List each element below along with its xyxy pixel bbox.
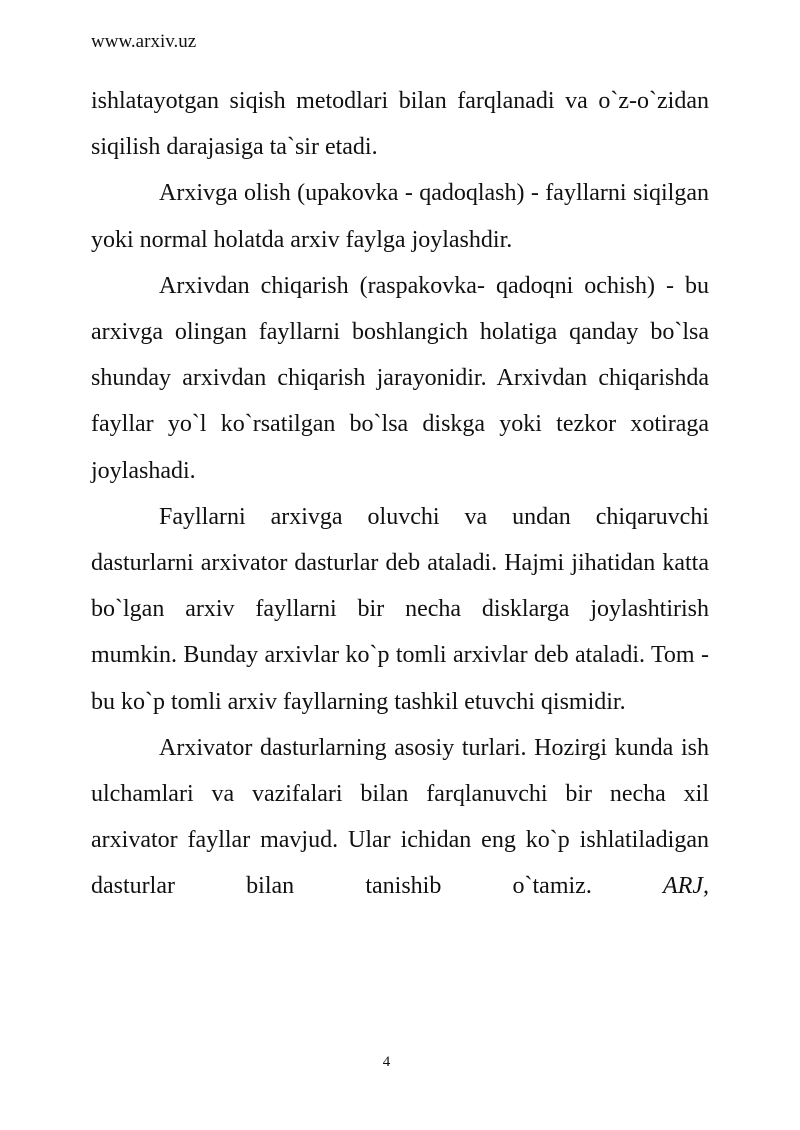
paragraph-5-text: Arxivator dasturlarning asosiy turlari. Hozirgi kunda ish ulchamlari va vazifalari bilan farqlanuvchi bir necha xil arxivator fayllar mavjud. Ular ichidan eng ko`p ishlatiladigan dasturlar bilan tanishib o`tamiz. <box>91 734 709 900</box>
site-header: www.arxiv.uz <box>91 31 197 52</box>
document-body <box>91 78 709 910</box>
paragraph-1: ishlatayotgan siqish metodlari bilan farqlanadi va o`z-o`zidan siqilish darajasiga ta`sir etadi. <box>91 88 709 161</box>
paragraph-3: Arxivdan chiqarish (raspakovka- qadoqni ochish) - bu arxivga olingan fayllarni boshlangich holatiga qanday bo`lsa shunday arxivdan chiqarish jarayonidir. Arxivdan chiqarishda fayllar yo`l ko`rsatilgan bo`lsa diskga yoki tezkor xotiraga joylashadi. <box>91 272 709 484</box>
paragraph-4: Fayllarni arxivga oluvchi va undan chiqaruvchi dasturlarni arxivator dasturlar deb ataladi. Hajmi jihatidan katta bo`lgan arxiv fayllarni bir necha disklarga joylashtirish mumkin. Bunday arxivlar ko`p tomli arxivlar deb ataladi. Tom - bu ko`p tomli arxiv fayllarning tashkil etuvchi qismidir. <box>91 503 709 715</box>
paragraph-2: Arxivga olish (upakovka - qadoqlash) - fayllarni siqilgan yoki normal holatda arxiv faylga joylashdir. <box>91 180 709 253</box>
paragraph-5 <box>91 725 709 910</box>
paragraph-5-italic-term: ARJ, <box>663 873 710 900</box>
page-number: 4 <box>382 1054 391 1070</box>
